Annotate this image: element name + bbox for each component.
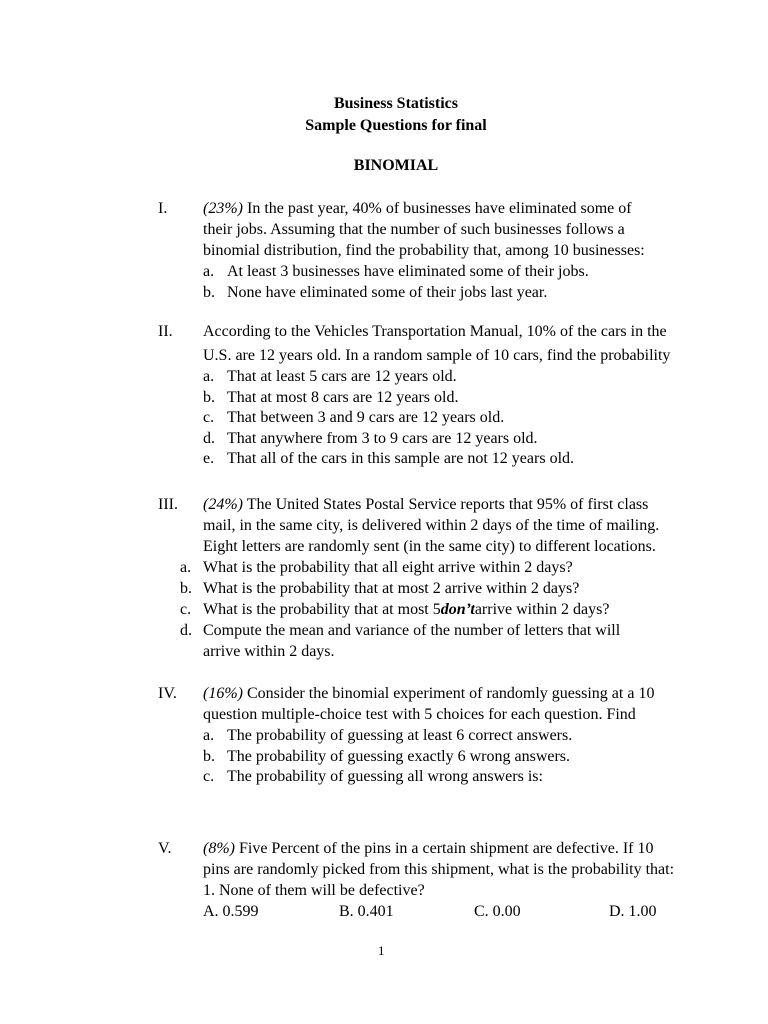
question-body bbox=[203, 198, 733, 302]
answer-choice-a: A. 0.599 bbox=[203, 903, 259, 920]
question-body bbox=[203, 838, 733, 922]
question-weight: (23%) bbox=[203, 200, 243, 217]
sub-question: c. That between 3 and 9 cars are 12 years old. bbox=[203, 409, 505, 427]
question-number: I. bbox=[158, 200, 168, 217]
sub-question: b. What is the probability that at most 2 arrive within 2 days? bbox=[180, 580, 580, 597]
question-line: question multiple-choice test with 5 choices for each question. Find bbox=[203, 706, 636, 723]
question-line: Eight letters are randomly sent (in the same city) to different locations. bbox=[203, 538, 656, 555]
sub-question: d. That anywhere from 3 to 9 cars are 12 years old. bbox=[203, 429, 538, 447]
question-line: (8%) Five Percent of the pins in a certain shipment are defective. If 10 bbox=[203, 840, 654, 857]
document-subtitle: Sample Questions for final bbox=[305, 117, 487, 134]
question-body bbox=[203, 494, 733, 557]
sub-question: a. The probability of guessing at least 6 correct answers. bbox=[203, 727, 573, 744]
answer-choice-b: B. 0.401 bbox=[339, 903, 394, 920]
sub-question: b. None have eliminated some of their jobs last year. bbox=[203, 283, 548, 301]
question-weight: (16%) bbox=[203, 685, 243, 702]
question-line: (23%) In the past year, 40% of businesses have eliminated some of bbox=[203, 200, 632, 217]
question-line: binomial distribution, find the probability that, among 10 businesses: bbox=[203, 242, 645, 259]
sub-question: b. The probability of guessing exactly 6 wrong answers. bbox=[203, 747, 571, 765]
question-line: their jobs. Assuming that the number of such businesses follows a bbox=[203, 221, 625, 238]
sub-question: e. That all of the cars in this sample are not 12 years old. bbox=[203, 450, 575, 468]
sub-question: a. That at least 5 cars are 12 years old. bbox=[203, 368, 457, 385]
emphasis-text: don’t bbox=[440, 601, 475, 618]
answer-choice-c: C. 0.00 bbox=[474, 903, 521, 920]
question-line: According to the Vehicles Transportation Manual, 10% of the cars in the bbox=[203, 323, 667, 340]
section-heading: BINOMIAL bbox=[353, 157, 439, 174]
sub-question: c. What is the probability that at most 5 don’t arrive within 2 days? bbox=[180, 601, 610, 618]
sub-question: c. The probability of guessing all wrong answers is: bbox=[203, 768, 543, 786]
question-line: mail, in the same city, is delivered within 2 days of the time of mailing. bbox=[203, 517, 660, 534]
question-line: pins are randomly picked from this shipment, what is the probability that: bbox=[203, 861, 675, 878]
question-body bbox=[203, 321, 733, 469]
sub-question: d. Compute the mean and variance of the number of letters that will bbox=[180, 622, 621, 639]
question-line: 1. None of them will be defective? bbox=[203, 882, 425, 899]
sub-question: b. That at most 8 cars are 12 years old. bbox=[203, 388, 459, 406]
sub-question: a. At least 3 businesses have eliminated some of their jobs. bbox=[203, 263, 589, 280]
sub-question: a. What is the probability that all eight arrive within 2 days? bbox=[180, 559, 573, 576]
question-body bbox=[203, 683, 733, 787]
question-line: (16%) Consider the binomial experiment of randomly guessing at a 10 bbox=[203, 685, 655, 702]
answer-choice-d: D. 1.00 bbox=[609, 903, 657, 920]
question-weight: (8%) bbox=[203, 840, 235, 857]
question-number: V. bbox=[158, 840, 172, 857]
question-line: U.S. are 12 years old. In a random sample of 10 cars, find the probability bbox=[203, 347, 671, 364]
sub-question-continuation: arrive within 2 days. bbox=[203, 643, 335, 660]
question-line: (24%) The United States Postal Service reports that 95% of first class bbox=[203, 496, 649, 513]
document-title: Business Statistics bbox=[333, 95, 459, 112]
question-number: III. bbox=[158, 496, 178, 513]
question-number: II. bbox=[158, 323, 173, 340]
page-number: 1 bbox=[378, 943, 385, 958]
question-weight: (24%) bbox=[203, 496, 243, 513]
answer-choices bbox=[203, 901, 733, 922]
question-number: IV. bbox=[158, 685, 177, 702]
